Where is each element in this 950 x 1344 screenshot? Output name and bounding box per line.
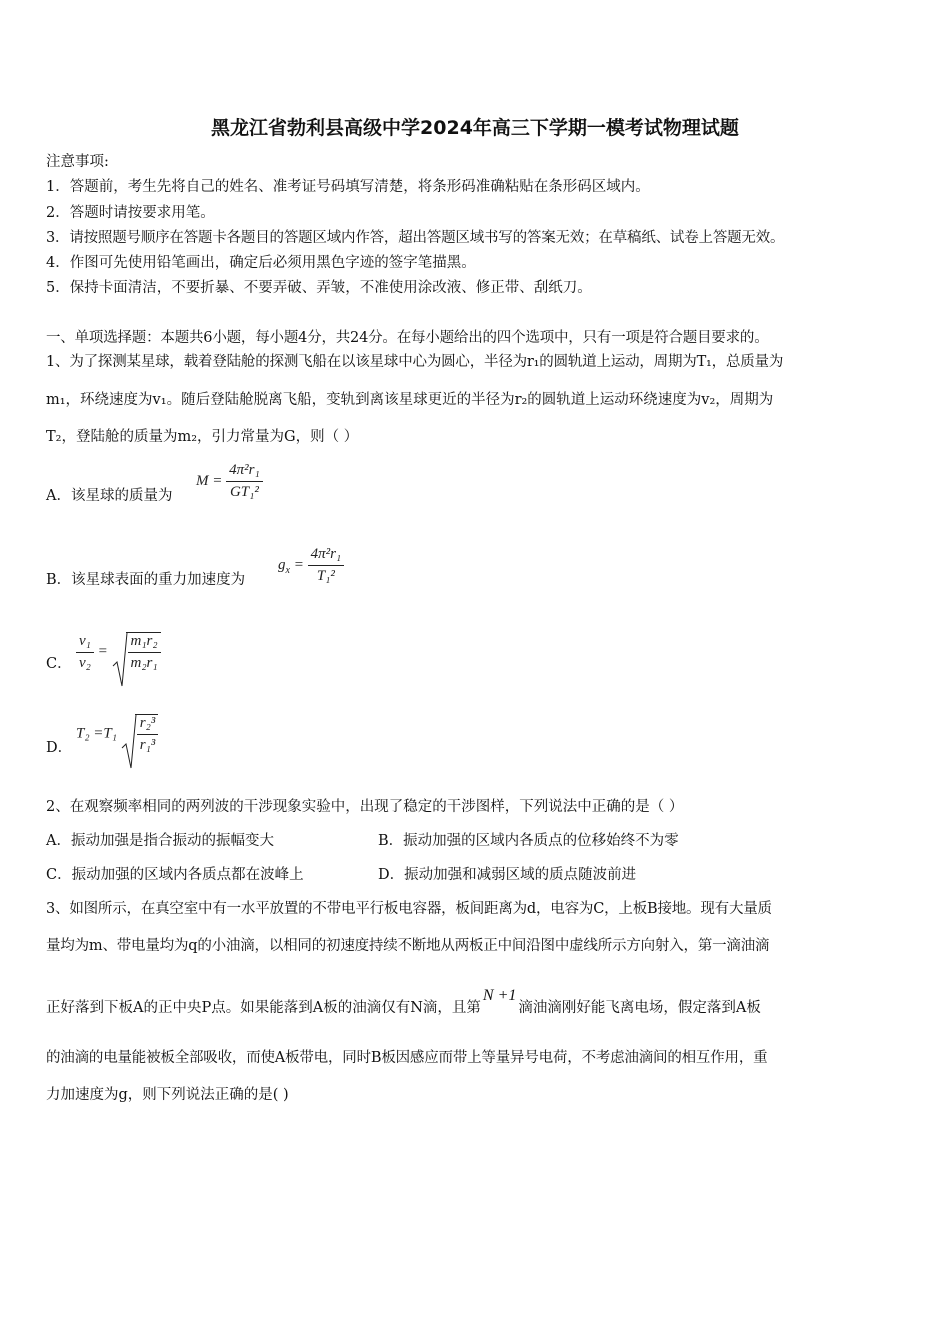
- q2-option-d: D．振动加强和减弱区域的质点随波前进: [378, 867, 637, 883]
- q1-option-c-label: C．: [46, 656, 72, 672]
- formula-b-lhs: g: [278, 556, 286, 573]
- radical-sign-icon: [121, 714, 137, 770]
- q3-line-3-part-b: 滴油滴刚好能飞离电场，假定落到A板: [518, 1000, 761, 1016]
- q2-option-c: C．振动加强的区域内各质点都在波峰上: [46, 867, 304, 883]
- formula-d-numerator: r₂³: [137, 715, 159, 735]
- formula-a-fraction: [226, 462, 263, 501]
- notice-item-4: 4．作图可先使用铅笔画出，确定后必须用黑色字迹的签字笔描黑。: [46, 255, 476, 271]
- formula-b-fraction: [308, 546, 345, 585]
- notice-item-1: 1．答题前，考生先将自己的姓名、准考证号码填写清楚，将条形码准确粘贴在条形码区域内。: [46, 179, 650, 195]
- formula-c-numerator: m₁r₂: [128, 633, 161, 653]
- formula-a-lhs: M =: [196, 472, 223, 489]
- formula-a-denominator: GT₁²: [229, 484, 259, 500]
- q1-line-2: m₁，环绕速度为v₁。随后登陆舱脱离飞船，变轨到离该星球更近的半径为r₂的圆轨道上运动环绕速度为v₂，周期为: [46, 392, 774, 408]
- q1-option-a-label: A．该星球的质量为: [46, 488, 173, 504]
- formula-c-radical: [112, 632, 161, 672]
- formula-b-numerator: 4π²r₁: [308, 546, 345, 566]
- q3-line-3: [46, 987, 761, 1018]
- formula-c-equals: =: [97, 643, 108, 660]
- q2-stem: 2、在观察频率相同的两列波的干涉现象实验中，出现了稳定的干涉图样，下列说法中正确的是（ ）: [46, 799, 684, 815]
- notice-item-3: 3．请按照题号顺序在答题卡各题目的答题区域内作答，超出答题区域书写的答案无效；在草稿纸、试卷上答题无效。: [46, 230, 785, 246]
- formula-b-denominator: T₁²: [316, 568, 335, 584]
- section1-heading: 一、单项选择题：本题共6小题，每小题4分，共24分。在每小题给出的四个选项中，只有一项是符合题目要求的。: [46, 330, 769, 346]
- q3-line-1: 3、如图所示，在真空室中有一水平放置的不带电平行板电容器，板间距离为d，电容为C，上板B接地。现有大量质: [46, 901, 772, 917]
- notice-item-5: 5．保持卡面清洁，不要折暴、不要弄破、弄皱，不准使用涂改液、修正带、刮纸刀。: [46, 280, 592, 296]
- formula-b-subscript: x: [285, 564, 290, 576]
- q1-option-b-formula: [278, 546, 344, 585]
- formula-d-lhs: T₂ =T₁: [76, 725, 117, 742]
- formula-c-lhs-denominator: v₂: [79, 654, 91, 671]
- q1-line-1: 1、为了探测某星球，载着登陆舱的探测飞船在以该星球中心为圆心，半径为r₁的圆轨道上运动，周期为T₁，总质量为: [46, 354, 784, 370]
- q3-line-3-part-a: 正好落到下板A的正中央P点。如果能落到A板的油滴仅有N滴，且第: [46, 1000, 481, 1016]
- notice-heading: 注意事项:: [46, 154, 109, 170]
- formula-d-radical: [121, 714, 159, 754]
- formula-d-fraction: [137, 715, 159, 754]
- formula-c-denominator: m₂r₁: [130, 655, 158, 671]
- q3-line-5: 力加速度为g，则下列说法正确的是( ): [46, 1087, 289, 1103]
- formula-b-equals: =: [293, 556, 304, 573]
- q1-option-c-formula: [76, 632, 161, 672]
- q3-line-4: 的油滴的电量能被板全部吸收，而使A板带电，同时B板因感应而带上等量异号电荷，不考虑油滴间的相互作用，重: [46, 1050, 768, 1066]
- page-title: 黑龙江省勃利县高级中学2024年高三下学期一模考试物理试题: [211, 117, 739, 139]
- q1-option-d-formula: [76, 714, 158, 754]
- q1-option-a-formula: [196, 462, 263, 501]
- q1-option-d-label: D．: [46, 740, 73, 756]
- formula-a-numerator: 4π²r₁: [226, 462, 263, 482]
- formula-c-fraction: [128, 633, 161, 672]
- q1-line-3: T₂，登陆舱的质量为m₂，引力常量为G，则（ ）: [46, 429, 359, 445]
- radical-sign-icon: [112, 632, 128, 688]
- formula-c-lhs-numerator: v₁: [76, 633, 94, 653]
- q2-option-a: A．振动加强是指合振动的振幅变大: [46, 833, 274, 849]
- q3-line-2: 量均为m、带电量均为q的小油滴，以相同的初速度持续不断地从两板正中间沿图中虚线所示方向射入，第一滴油滴: [46, 938, 770, 954]
- q3-n-plus-1: N +1: [482, 987, 517, 1004]
- q1-option-b-label: B．该星球表面的重力加速度为: [46, 572, 246, 588]
- q2-option-b: B．振动加强的区域内各质点的位移始终不为零: [378, 833, 679, 849]
- formula-d-denominator: r₁³: [139, 737, 156, 753]
- formula-c-lhs-fraction: [76, 633, 94, 672]
- notice-item-2: 2．答题时请按要求用笔。: [46, 205, 215, 221]
